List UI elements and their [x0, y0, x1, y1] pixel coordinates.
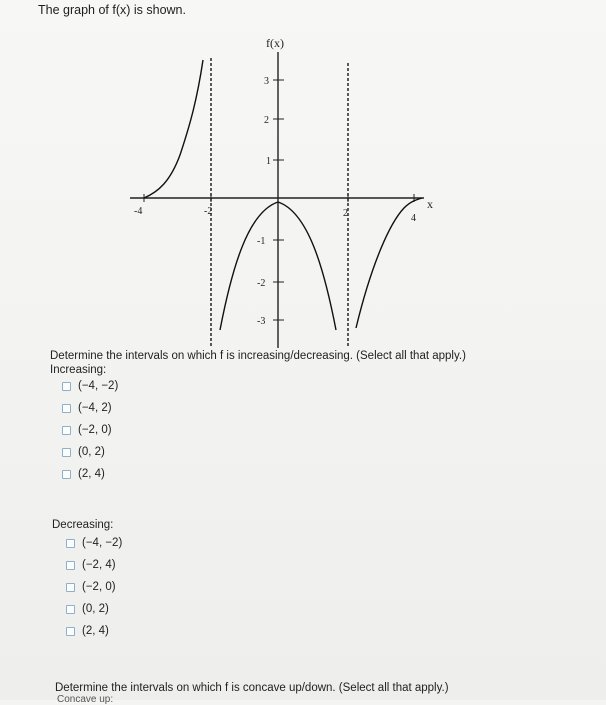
x-tick-label: 2 [343, 208, 348, 219]
option-label: (0, 2) [82, 603, 109, 615]
increasing-label: Increasing: [50, 364, 107, 376]
increasing-option[interactable] [62, 402, 112, 414]
y-tick-label: -2 [257, 278, 266, 289]
decreasing-label: Decreasing: [52, 519, 114, 531]
checkbox[interactable] [62, 382, 71, 391]
function-graph [120, 30, 450, 350]
y-tick-label: -3 [257, 316, 266, 327]
checkbox[interactable] [66, 561, 75, 570]
option-label: (−2, 0) [78, 424, 112, 436]
checkbox[interactable] [62, 404, 71, 413]
increasing-option[interactable] [62, 380, 118, 392]
decreasing-option[interactable] [66, 537, 122, 549]
y-tick-label: -1 [257, 236, 266, 247]
increasing-option[interactable] [62, 446, 105, 458]
checkbox[interactable] [62, 470, 71, 479]
checkbox[interactable] [66, 539, 75, 548]
concavity-question: Determine the intervals on which f is concave up/down. (Select all that apply.) [55, 682, 449, 694]
y-tick-label: 2 [264, 115, 269, 126]
decreasing-option[interactable] [66, 581, 116, 593]
y-tick-label: 1 [266, 156, 271, 167]
x-tick-label: -4 [134, 206, 143, 217]
x-axis-label: x [427, 197, 433, 211]
checkbox[interactable] [66, 605, 75, 614]
curve-left-branch [144, 60, 203, 198]
option-label: (0, 2) [78, 446, 105, 458]
concave-up-label: Concave up: [57, 694, 114, 705]
option-label: (2, 4) [82, 625, 109, 637]
option-label: (−4, −2) [82, 537, 123, 549]
x-tick-label: -2 [204, 206, 213, 217]
intro-text: The graph of f(x) is shown. [38, 3, 186, 17]
decreasing-option[interactable] [66, 625, 109, 637]
y-axis-label: f(x) [266, 36, 284, 50]
checkbox[interactable] [62, 426, 71, 435]
x-tick-label: 4 [411, 213, 416, 224]
option-label: (−4, 2) [78, 402, 112, 414]
option-label: (2, 4) [78, 468, 105, 480]
decreasing-option[interactable] [66, 603, 109, 615]
checkbox[interactable] [66, 583, 75, 592]
checkbox[interactable] [62, 448, 71, 457]
checkbox[interactable] [66, 627, 75, 636]
y-tick-label: 3 [264, 76, 269, 87]
option-label: (−2, 4) [82, 559, 116, 571]
increasing-option[interactable] [62, 468, 105, 480]
increasing-option[interactable] [62, 424, 112, 436]
option-label: (−2, 0) [82, 581, 116, 593]
increasing-decreasing-question: Determine the intervals on which f is increasing/decreasing. (Select all that apply.) [50, 350, 466, 362]
option-label: (−4, −2) [78, 380, 119, 392]
decreasing-option[interactable] [66, 559, 116, 571]
